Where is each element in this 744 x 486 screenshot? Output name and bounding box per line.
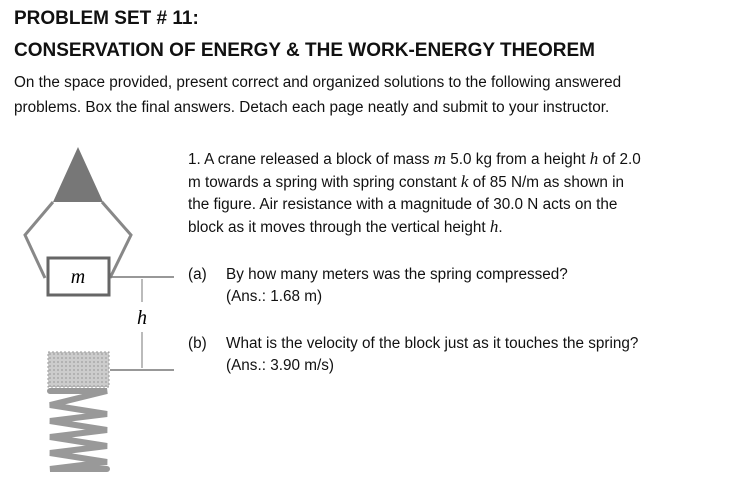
- crane-hook-triangle: [53, 147, 103, 202]
- problem-line: the figure. Air resistance with a magnitude of 30.0 N acts on the: [188, 196, 618, 213]
- instructions-line: problems. Box the final answers. Detach each page neatly and submit to your instructor.: [14, 99, 610, 116]
- mass-label: m: [70, 266, 86, 288]
- problem-line: 1. A crane released a block of mass m 5.0 kg from a height h of 2.0: [188, 149, 641, 168]
- problem-line: m towards a spring with spring constant k of 85 N/m as shown in: [188, 172, 625, 191]
- problem-line: block as it moves through the vertical height h.: [188, 217, 503, 236]
- title-line-1: PROBLEM SET # 11:: [14, 8, 199, 29]
- instructions-line: On the space provided, present correct and organized solutions to the following answered: [14, 74, 622, 91]
- height-label: h: [137, 307, 147, 329]
- title-line-2: CONSERVATION OF ENERGY & THE WORK-ENERGY THEOREM: [14, 40, 595, 61]
- spring-plate: [48, 352, 109, 387]
- spring-coil: [50, 391, 107, 469]
